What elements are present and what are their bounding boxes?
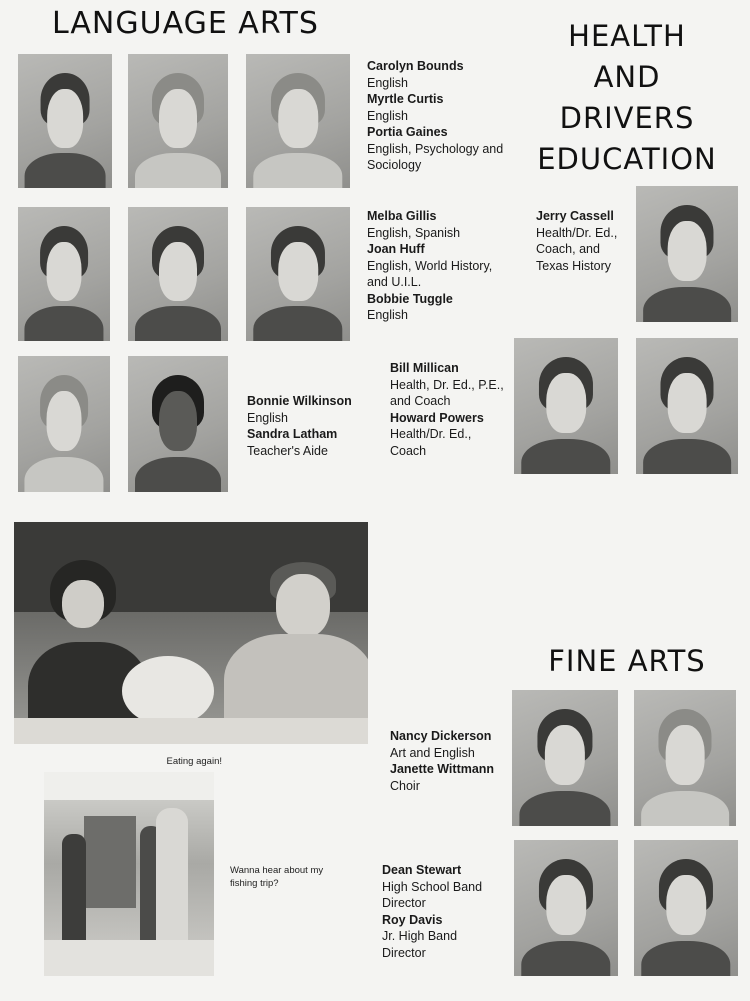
names-health-1 [536,208,622,274]
teacher-subject: English, World History, and U.I.L. [367,258,493,289]
teacher-name: Melba Gillis [367,209,437,223]
names-language-arts-2 [367,208,502,324]
language-arts-heading: LANGUAGE ARTS [52,6,319,41]
names-language-arts-3 [247,393,367,459]
portrait-jerry-cassell [636,186,738,322]
portrait-joan-huff [128,207,228,341]
teacher-subject: English [367,108,408,123]
teacher-name: Janette Wittmann [390,762,495,776]
heading-line: AND [593,60,661,94]
heading-line: EDUCATION [537,142,717,176]
portrait-bobbie-tuggle [246,207,350,341]
teacher-name: Sandra Latham [247,427,338,441]
teacher-subject: Choir [390,778,420,793]
teacher-subject: English [367,75,408,90]
teacher-name: Carolyn Bounds [367,59,464,73]
teacher-name: Bonnie Wilkinson [247,394,352,408]
portrait-bill-millican [514,338,618,474]
teacher-name: Howard Powers [390,410,484,425]
names-fine-arts-2 [382,862,504,961]
teacher-name: Joan Huff [367,242,425,256]
teacher-name: Jerry Cassell [536,209,614,223]
teacher-subject: Jr. High Band Director [382,929,458,960]
teacher-subject: Health/Dr. Ed., Coach, and Texas History [536,225,618,273]
teacher-subject: High School Band Director [382,879,483,910]
portrait-bonnie-wilkinson [18,356,110,492]
candid-photo-eating [14,522,368,744]
teacher-name: Myrtle Curtis [367,92,444,106]
portrait-melba-gillis [18,207,110,341]
teacher-name: Roy Davis [382,912,443,927]
names-health-2 [390,360,504,459]
teacher-name: Dean Stewart [382,863,462,877]
heading-line: HEALTH [568,19,686,53]
teacher-name: Bobbie Tuggle [367,291,453,306]
teacher-subject: English [367,308,408,322]
portrait-portia-gaines [246,54,350,188]
teacher-name: Bill Millican [390,361,459,375]
portrait-janette-wittmann [634,690,736,826]
teacher-subject: English [247,410,288,425]
health-drivers-education-heading [522,16,732,180]
portrait-nancy-dickerson [512,690,618,826]
teacher-name: Nancy Dickerson [390,729,492,743]
candid-photo-hallway [44,772,214,976]
fine-arts-heading: FINE ARTS [548,644,706,678]
portrait-myrtle-curtis [128,54,228,188]
portrait-dean-stewart [514,840,618,976]
heading-line: DRIVERS [559,101,695,135]
teacher-subject: English, Psychology and Sociology [367,141,504,172]
teacher-subject: Health, Dr. Ed., P.E., and Coach [390,377,504,408]
portrait-sandra-latham [128,356,228,492]
teacher-subject: English, Spanish [367,225,461,240]
teacher-subject: Art and English [390,745,475,760]
caption-fishing: Wanna hear about my fishing trip? [230,865,324,889]
teacher-name: Portia Gaines [367,125,448,139]
portrait-carolyn-bounds [18,54,112,188]
teacher-subject: Teacher's Aide [247,443,328,458]
portrait-howard-powers [636,338,738,474]
names-fine-arts-1 [390,728,510,794]
names-language-arts-1 [367,58,507,174]
caption-eating: Eating again! [166,756,222,767]
portrait-roy-davis [634,840,738,976]
teacher-subject: Health/Dr. Ed., Coach [390,427,472,458]
